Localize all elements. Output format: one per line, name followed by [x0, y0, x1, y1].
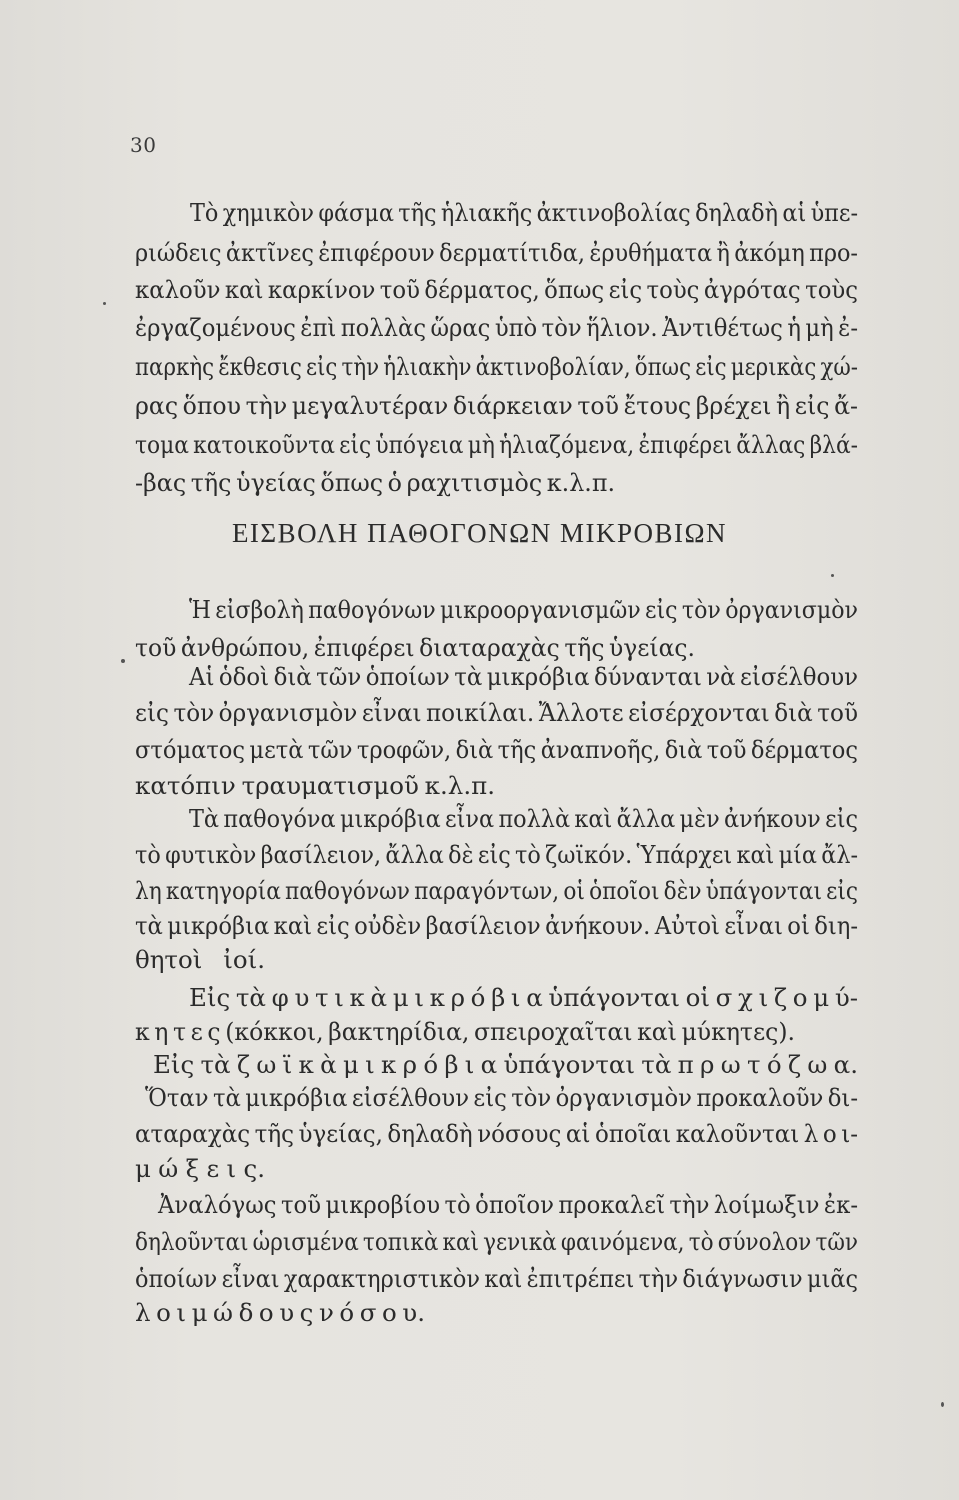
text-line: Τὰ παθογόνα μικρόβια εἶνα πολλὰ καὶ ἄλλα μὲν ἀνήκουν εἰς — [189, 804, 858, 833]
text-line: κ η τ ε ς (κόκκοι, βακτηρίδια, σπειροχαῖται καὶ μύκητες). — [135, 1017, 795, 1046]
text-line: ρας ὅπου τὴν μεγαλυτέραν διάρκειαν τοῦ ἔτους βρέχει ἢ εἰς ἄ- — [135, 391, 858, 420]
text-line: δηλοῦνται ὡρισμένα τοπικὰ καὶ γενικὰ φαινόμενα, τὸ σύνολον τῶν — [135, 1227, 858, 1256]
text-line: παρκὴς ἔκθεσις εἰς τὴν ἡλιακὴν ἀκτινοβολίαν, ὅπως εἰς μερικὰς χώ- — [135, 352, 858, 381]
text-line: ἐργαζομένους ἐπὶ πολλὰς ὥρας ὑπὸ τὸν ἥλιον. Ἀντιθέτως ἡ μὴ ἐ- — [135, 313, 858, 342]
text-line: αταραχὰς τῆς ὑγείας, δηλαδὴ νόσους αἱ ὁποῖαι καλοῦνται λ ο ι- — [135, 1119, 858, 1148]
scan-speck — [121, 659, 125, 663]
section-heading: ΕΙΣΒΟΛΗ ΠΑΘΟΓΟΝΩΝ ΜΙΚΡΟΒΙΩΝ — [231, 518, 728, 548]
text-line: τοῦ ἀνθρώπου, ἐπιφέρει διαταραχὰς τῆς ὑγείας. — [135, 633, 695, 662]
scan-speck — [941, 1402, 944, 1407]
text-line: στόματος μετὰ τῶν τροφῶν, διὰ τῆς ἀναπνοῆς, διὰ τοῦ δέρματος — [135, 735, 858, 764]
page-number: 30 — [130, 133, 157, 157]
text-line: Ἡ εἰσβολὴ παθογόνων μικροοργανισμῶν εἰς τὸν ὀργανισμὸν — [189, 595, 858, 624]
text-line: ριώδεις ἀκτῖνες ἐπιφέρουν δερματίτιδα, ἐρυθήματα ἢ ἀκόμη προ- — [135, 238, 858, 267]
text-line: τὰ μικρόβια καὶ εἰς οὐδὲν βασίλειον ἀνήκουν. Αὐτοὶ εἶναι οἱ διη- — [135, 911, 858, 940]
text-line: Ἀναλόγως τοῦ μικροβίου τὸ ὁποῖον προκαλεῖ τὴν λοίμωξιν ἐκ- — [158, 1190, 858, 1219]
text-line: λη κατηγορία παθογόνων παραγόντων, οἱ ὁποῖοι δὲν ὑπάγονται εἰς — [135, 876, 858, 905]
text-line: κατόπιν τραυματισμοῦ κ.λ.π. — [135, 771, 495, 800]
text-line: τὸ φυτικὸν βασίλειον, ἄλλα δὲ εἰς τὸ ζωϊκόν. Ὑπάρχει καὶ μία ἄλ- — [135, 840, 858, 869]
text-line: καλοῦν καὶ καρκίνον τοῦ δέρματος, ὅπως εἰς τοὺς ἀγρότας τοὺς — [135, 275, 858, 304]
text-line: Εἰς τὰ φ υ τ ι κ ὰ μ ι κ ρ ό β ι α ὑπάγονται οἱ σ χ ι ζ ο μ ύ- — [189, 983, 858, 1012]
text-line: τομα κατοικοῦντα εἰς ὑπόγεια μὴ ἡλιαζόμενα, ἐπιφέρει ἄλλας βλά- — [135, 430, 858, 459]
text-line: ὁποίων εἶναι χαρακτηριστικὸν καὶ ἐπιτρέπει τὴν διάγνωσιν μιᾶς — [135, 1264, 858, 1293]
text-line: θητοὶ ἰοί. — [135, 945, 265, 974]
text-line: Ὅταν τὰ μικρόβια εἰσέλθουν εἰς τὸν ὀργανισμὸν προκαλοῦν δι- — [145, 1083, 858, 1112]
scan-speck — [831, 574, 834, 577]
scan-speck — [103, 302, 106, 305]
text-line: εἰς τὸν ὀργανισμὸν εἶναι ποικίλαι. Ἄλλοτε εἰσέρχονται διὰ τοῦ — [135, 698, 858, 727]
text-line: Εἰς τὰ ζ ω ϊ κ ὰ μ ι κ ρ ό β ι α ὑπάγονται τὰ π ρ ω τ ό ζ ω α. — [153, 1050, 858, 1079]
text-line: Τὸ χημικὸν φάσμα τῆς ἡλιακῆς ἀκτινοβολίας δηλαδὴ αἱ ὑπε- — [190, 198, 858, 227]
text-line: μ ώ ξ ε ι ς. — [135, 1154, 265, 1183]
text-line: Αἱ ὁδοὶ διὰ τῶν ὁποίων τὰ μικρόβια δύνανται νὰ εἰσέλθουν — [189, 662, 858, 691]
text-line: λ ο ι μ ώ δ ο υ ς ν ό σ ο υ. — [135, 1298, 425, 1327]
text-line: -βας τῆς ὑγείας ὅπως ὁ ραχιτισμὸς κ.λ.π. — [135, 468, 615, 497]
